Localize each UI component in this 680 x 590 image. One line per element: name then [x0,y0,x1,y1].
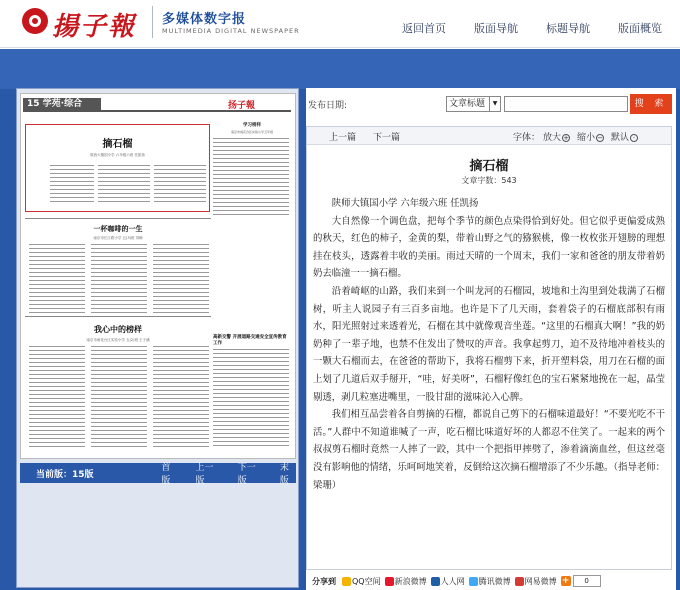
font-smaller-button[interactable] [577,130,604,143]
article-viewer [306,126,672,570]
next-page-link[interactable]: 下一版 [237,463,256,486]
select-value: 文章标题 [449,99,486,109]
nav-title-navigation[interactable]: 标题导航 [546,22,590,35]
prev-page-link[interactable]: 上一版 [195,463,214,486]
share-sina-label: 新浪微博 [394,576,427,586]
article-panel [306,88,676,590]
page-header-bar [23,98,291,112]
share-netease-label: 网易微博 [524,576,557,586]
preview-article-title[interactable]: 一杯咖啡的一生 [93,225,143,233]
text-lines [29,244,85,316]
divider [25,316,211,317]
logo-divider [152,6,153,38]
text-lines [98,165,150,205]
text-lines [213,138,289,215]
font-default-button[interactable] [611,130,638,143]
share-tencent-label: 腾讯微博 [478,576,511,586]
preview-side-article[interactable] [213,120,291,220]
nav-page-navigation[interactable]: 版面导航 [474,22,518,35]
netease-weibo-icon [515,577,524,586]
preview-side-box[interactable] [213,334,291,454]
share-renren[interactable] [431,576,465,587]
font-default-label: 默认 [611,133,630,143]
share-bar [306,572,676,590]
article-toolbar [307,127,671,145]
article-byline: 陕师大镇国小学 六年级六班 任凯扬 [331,198,479,209]
text-lines [50,165,94,205]
share-sina-weibo[interactable] [385,576,427,587]
search-field-select[interactable] [446,96,501,112]
share-label: 分享到 [312,576,336,586]
page-preview-panel [16,88,299,588]
article-title: 摘石榴 [469,159,509,174]
share-renren-label: 人人网 [440,576,465,586]
last-page-link[interactable]: 末版 [279,463,289,486]
font-larger-button[interactable] [543,130,570,143]
article-paragraph: 大自然像一个调色盘，把每个季节的颜色点染得恰到好处。但它似乎更偏爱成熟的秋天，红色的柿子，金黄的梨，带着山野之气的猕猴桃，像一枚枚张开翅膀的理想挂在枝头，透露着丰收的美丽。雨过天晴的一个周末，我们一家和爸爸的朋友带着奶奶去临潼一一摘石榴。 [313,215,665,280]
article-word-count: 文章字数：543 [461,176,517,185]
nav-page-overview[interactable]: 版面概览 [618,22,662,35]
font-label: 字体： [513,133,541,143]
text-lines [29,346,85,450]
minus-icon: − [597,133,603,142]
side-box-title: 高新交警 开展道路交通安全宣传教育工作 [213,335,287,346]
text-lines [153,346,209,450]
text-lines [213,349,289,446]
text-lines [153,244,209,316]
preview-article-byline: 南京市长江路小学 五(3)班 刘畅 [93,236,143,240]
renren-icon [431,577,440,586]
share-qzone-label: QQ空间 [352,576,381,586]
site-logo[interactable] [22,4,150,42]
qzone-icon [342,577,351,586]
chevron-down-icon: ▼ [489,97,500,111]
prev-article-link[interactable]: 上一篇 [329,133,357,143]
share-more-icon[interactable]: + [561,576,570,586]
text-lines [91,346,147,450]
sina-weibo-icon [385,577,394,586]
page-logo: 扬子報 [228,101,256,111]
logo-text: 揚子報 [52,12,137,42]
page-number-label: 15 学苑·综合 [23,98,101,110]
article-body [313,195,665,494]
plus-icon: + [563,133,569,142]
preview-article-title: 摘石榴 [102,139,133,150]
brand-title: 多媒体数字报 [162,12,247,27]
font-smaller-label: 缩小 [577,133,596,143]
newspaper-page-thumbnail[interactable] [20,93,296,459]
article-paragraph: 我们相互品尝着各自剪摘的石榴，都说自己剪下的石榴味道最好！“不要光吃不干活。”人群中不知道谁喊了一声，吃石榴比味道好坏的人都忍不住笑了。一起来的两个叔叔剪石榴时竟然一人摔了一跤，其中一个把指甲摔劈了，渗着滴滴血丝，但这丝毫没有影响他的情绪，乐呵呵地笑着，反倒给这次摘石榴增添了不少乐趣。（指导老师：梁珊） [313,409,665,491]
side-article-sub: 南京市雨花台区实验小学五年级 [230,130,273,134]
page-pager [20,463,296,486]
side-article-title: 学习榜样 [243,123,261,128]
font-larger-label: 放大 [543,133,562,143]
share-count: 0 [573,575,601,587]
top-nav [374,20,662,36]
search-button[interactable]: 搜 索 [630,94,672,114]
search-input[interactable] [504,96,628,112]
first-page-link[interactable]: 首版 [161,463,171,486]
preview-article-byline: 陕西大镇国小学 六年级六班 任凯扬 [90,153,145,157]
next-article-link[interactable]: 下一篇 [373,133,401,143]
share-netease-weibo[interactable] [515,576,557,587]
divider [25,218,211,219]
search-bar [306,94,676,116]
brand-subtitle: MULTIMEDIA DIGITAL NEWSPAPER [162,27,300,35]
date-label: 发布日期: [308,101,348,111]
site-header [0,0,680,48]
nav-home[interactable]: 返回首页 [402,22,446,35]
reset-icon: · [630,134,638,142]
text-lines [91,244,147,316]
article-paragraph: 沿着崎岖的山路，我们来到一个叫龙河的石榴园，坡地和土沟里到处栽满了石榴树，听主人说园子有三百多亩地。也许是下了几天雨，套着袋子的石榴底部积有雨水，阳光照射过来透着光，石榴在其中就像观音坐莲。“这里的石榴真大啊！”我的奶奶种了一辈子地，也禁不住发出了赞叹的声音。我拿起剪刀，迫不及待地冲着枝头的一颗大石榴而去，在爸爸的帮助下，我将石榴剪下来，折开塑料袋，用刀在石榴的面上划了几道后双手掰开，“哇，好美呀”，石榴籽像红色的宝石紧紧地挽在一起，晶莹剔透，剥几粒塞进嘴里，一股甘甜的滋味沁入心脾。 [313,285,665,403]
tencent-weibo-icon [469,577,478,586]
current-page-label: 当前版：15版 [36,469,94,480]
preview-article-title[interactable]: 我心中的榜样 [94,325,142,334]
preview-article-byline: 南京市雨花台区实验小学 五(2)班 王子涵 [86,338,150,342]
share-qzone[interactable] [342,576,381,587]
text-lines [154,165,206,205]
highlighted-article-area[interactable] [25,124,210,212]
share-tencent-weibo[interactable] [469,576,511,587]
logo-seal-icon [22,8,48,34]
